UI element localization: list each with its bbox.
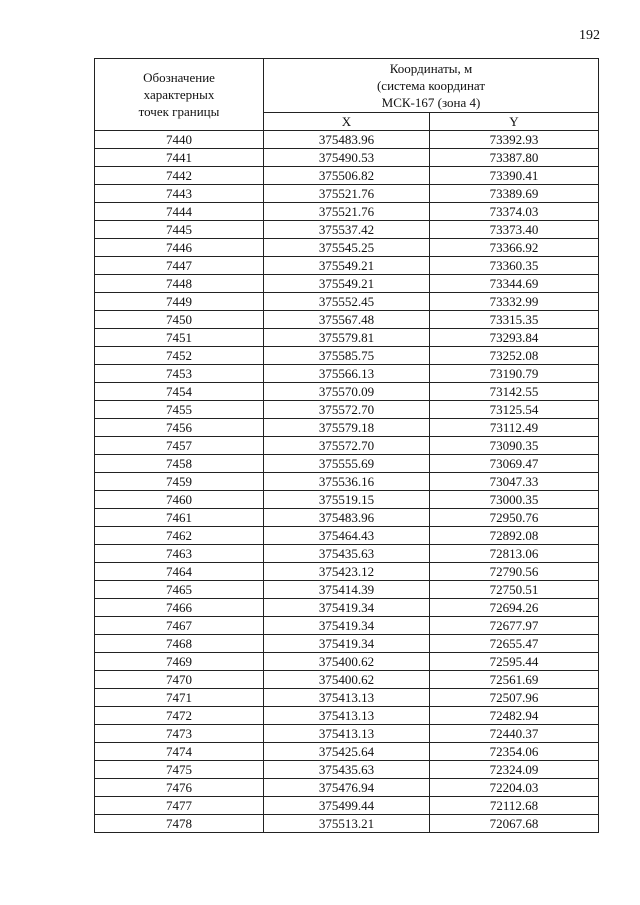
y-column-header: Y bbox=[430, 113, 599, 131]
table-row bbox=[95, 401, 599, 419]
y-coordinate-cell: 73332.99 bbox=[430, 293, 599, 311]
table-row bbox=[95, 653, 599, 671]
x-coordinate-cell: 375521.76 bbox=[264, 203, 430, 221]
x-coordinate-cell: 375413.13 bbox=[264, 689, 430, 707]
table-row bbox=[95, 779, 599, 797]
table-row bbox=[95, 617, 599, 635]
y-coordinate-cell: 73069.47 bbox=[430, 455, 599, 473]
table-row bbox=[95, 419, 599, 437]
table-row bbox=[95, 203, 599, 221]
table-row bbox=[95, 131, 599, 149]
y-coordinate-cell: 73374.03 bbox=[430, 203, 599, 221]
x-coordinate-cell: 375572.70 bbox=[264, 401, 430, 419]
x-coordinate-cell: 375476.94 bbox=[264, 779, 430, 797]
point-id-cell: 7471 bbox=[95, 689, 264, 707]
point-header-line: Обозначение bbox=[143, 70, 215, 85]
y-coordinate-cell: 72950.76 bbox=[430, 509, 599, 527]
x-coordinate-cell: 375567.48 bbox=[264, 311, 430, 329]
point-id-cell: 7446 bbox=[95, 239, 264, 257]
point-id-cell: 7469 bbox=[95, 653, 264, 671]
table-row bbox=[95, 257, 599, 275]
x-coordinate-cell: 375521.76 bbox=[264, 185, 430, 203]
point-id-cell: 7472 bbox=[95, 707, 264, 725]
y-coordinate-cell: 73366.92 bbox=[430, 239, 599, 257]
point-id-cell: 7464 bbox=[95, 563, 264, 581]
point-id-cell: 7473 bbox=[95, 725, 264, 743]
y-coordinate-cell: 72750.51 bbox=[430, 581, 599, 599]
point-id-cell: 7452 bbox=[95, 347, 264, 365]
y-coordinate-cell: 73360.35 bbox=[430, 257, 599, 275]
y-coordinate-cell: 72440.37 bbox=[430, 725, 599, 743]
x-coordinate-cell: 375552.45 bbox=[264, 293, 430, 311]
table-row bbox=[95, 527, 599, 545]
x-coordinate-cell: 375585.75 bbox=[264, 347, 430, 365]
point-id-cell: 7459 bbox=[95, 473, 264, 491]
y-coordinate-cell: 72561.69 bbox=[430, 671, 599, 689]
point-id-cell: 7477 bbox=[95, 797, 264, 815]
point-id-cell: 7442 bbox=[95, 167, 264, 185]
table-row bbox=[95, 473, 599, 491]
y-coordinate-cell: 73344.69 bbox=[430, 275, 599, 293]
point-id-cell: 7478 bbox=[95, 815, 264, 833]
x-coordinate-cell: 375400.62 bbox=[264, 671, 430, 689]
point-id-cell: 7462 bbox=[95, 527, 264, 545]
x-coordinate-cell: 375435.63 bbox=[264, 761, 430, 779]
point-id-cell: 7475 bbox=[95, 761, 264, 779]
point-id-cell: 7449 bbox=[95, 293, 264, 311]
point-id-cell: 7450 bbox=[95, 311, 264, 329]
point-id-cell: 7440 bbox=[95, 131, 264, 149]
table-row bbox=[95, 815, 599, 833]
point-header-line: характерных bbox=[143, 87, 215, 102]
y-coordinate-cell: 72677.97 bbox=[430, 617, 599, 635]
y-coordinate-cell: 72507.96 bbox=[430, 689, 599, 707]
point-header-line: точек границы bbox=[138, 104, 220, 119]
table-row bbox=[95, 635, 599, 653]
point-id-cell: 7448 bbox=[95, 275, 264, 293]
coordinates-table bbox=[94, 58, 599, 833]
table-row bbox=[95, 707, 599, 725]
x-coordinate-cell: 375490.53 bbox=[264, 149, 430, 167]
y-coordinate-cell: 73293.84 bbox=[430, 329, 599, 347]
point-id-cell: 7456 bbox=[95, 419, 264, 437]
x-coordinate-cell: 375419.34 bbox=[264, 635, 430, 653]
point-id-cell: 7468 bbox=[95, 635, 264, 653]
table-row bbox=[95, 347, 599, 365]
table-row bbox=[95, 599, 599, 617]
y-coordinate-cell: 73387.80 bbox=[430, 149, 599, 167]
point-id-cell: 7465 bbox=[95, 581, 264, 599]
point-column-header bbox=[95, 59, 264, 131]
table-row bbox=[95, 455, 599, 473]
y-coordinate-cell: 73047.33 bbox=[430, 473, 599, 491]
y-coordinate-cell: 72067.68 bbox=[430, 815, 599, 833]
table-row bbox=[95, 509, 599, 527]
x-coordinate-cell: 375419.34 bbox=[264, 599, 430, 617]
table-row bbox=[95, 149, 599, 167]
x-coordinate-cell: 375537.42 bbox=[264, 221, 430, 239]
y-coordinate-cell: 72482.94 bbox=[430, 707, 599, 725]
coords-header-line: МСК-167 (зона 4) bbox=[381, 95, 481, 110]
y-coordinate-cell: 73142.55 bbox=[430, 383, 599, 401]
y-coordinate-cell: 72354.06 bbox=[430, 743, 599, 761]
y-coordinate-cell: 72324.09 bbox=[430, 761, 599, 779]
point-id-cell: 7451 bbox=[95, 329, 264, 347]
x-coordinate-cell: 375536.16 bbox=[264, 473, 430, 491]
y-coordinate-cell: 73112.49 bbox=[430, 419, 599, 437]
point-id-cell: 7463 bbox=[95, 545, 264, 563]
x-coordinate-cell: 375413.13 bbox=[264, 707, 430, 725]
table-row bbox=[95, 311, 599, 329]
coordinates-group-header bbox=[264, 59, 599, 113]
x-coordinate-cell: 375549.21 bbox=[264, 257, 430, 275]
x-coordinate-cell: 375572.70 bbox=[264, 437, 430, 455]
coords-header-line: Координаты, м bbox=[389, 61, 473, 76]
point-id-cell: 7466 bbox=[95, 599, 264, 617]
table-row bbox=[95, 797, 599, 815]
table-row bbox=[95, 383, 599, 401]
table-row bbox=[95, 545, 599, 563]
x-coordinate-cell: 375464.43 bbox=[264, 527, 430, 545]
point-id-cell: 7460 bbox=[95, 491, 264, 509]
y-coordinate-cell: 72204.03 bbox=[430, 779, 599, 797]
x-coordinate-cell: 375499.44 bbox=[264, 797, 430, 815]
point-id-cell: 7467 bbox=[95, 617, 264, 635]
table-row bbox=[95, 221, 599, 239]
table-row bbox=[95, 167, 599, 185]
x-coordinate-cell: 375555.69 bbox=[264, 455, 430, 473]
y-coordinate-cell: 73125.54 bbox=[430, 401, 599, 419]
y-coordinate-cell: 72112.68 bbox=[430, 797, 599, 815]
table-row bbox=[95, 581, 599, 599]
y-coordinate-cell: 73392.93 bbox=[430, 131, 599, 149]
table-row bbox=[95, 491, 599, 509]
y-coordinate-cell: 72595.44 bbox=[430, 653, 599, 671]
x-coordinate-cell: 375506.82 bbox=[264, 167, 430, 185]
table-row bbox=[95, 743, 599, 761]
y-coordinate-cell: 73252.08 bbox=[430, 347, 599, 365]
x-coordinate-cell: 375570.09 bbox=[264, 383, 430, 401]
x-coordinate-cell: 375414.39 bbox=[264, 581, 430, 599]
y-coordinate-cell: 73389.69 bbox=[430, 185, 599, 203]
page-number: 192 bbox=[579, 28, 600, 43]
point-id-cell: 7455 bbox=[95, 401, 264, 419]
point-id-cell: 7443 bbox=[95, 185, 264, 203]
table-row bbox=[95, 689, 599, 707]
y-coordinate-cell: 73315.35 bbox=[430, 311, 599, 329]
x-coordinate-cell: 375483.96 bbox=[264, 131, 430, 149]
point-id-cell: 7458 bbox=[95, 455, 264, 473]
table-row bbox=[95, 185, 599, 203]
y-coordinate-cell: 72790.56 bbox=[430, 563, 599, 581]
table-row bbox=[95, 563, 599, 581]
y-coordinate-cell: 73000.35 bbox=[430, 491, 599, 509]
point-id-cell: 7470 bbox=[95, 671, 264, 689]
point-id-cell: 7461 bbox=[95, 509, 264, 527]
table-row bbox=[95, 671, 599, 689]
point-id-cell: 7457 bbox=[95, 437, 264, 455]
x-coordinate-cell: 375513.21 bbox=[264, 815, 430, 833]
y-coordinate-cell: 72655.47 bbox=[430, 635, 599, 653]
table-row bbox=[95, 293, 599, 311]
y-coordinate-cell: 72813.06 bbox=[430, 545, 599, 563]
x-coordinate-cell: 375413.13 bbox=[264, 725, 430, 743]
table-row bbox=[95, 239, 599, 257]
x-coordinate-cell: 375419.34 bbox=[264, 617, 430, 635]
table-row bbox=[95, 329, 599, 347]
table-row bbox=[95, 275, 599, 293]
x-coordinate-cell: 375549.21 bbox=[264, 275, 430, 293]
point-id-cell: 7441 bbox=[95, 149, 264, 167]
y-coordinate-cell: 72694.26 bbox=[430, 599, 599, 617]
x-column-header: X bbox=[264, 113, 430, 131]
point-id-cell: 7447 bbox=[95, 257, 264, 275]
table-row bbox=[95, 725, 599, 743]
x-coordinate-cell: 375579.18 bbox=[264, 419, 430, 437]
y-coordinate-cell: 73090.35 bbox=[430, 437, 599, 455]
x-coordinate-cell: 375425.64 bbox=[264, 743, 430, 761]
coords-header-line: (система координат bbox=[376, 78, 486, 93]
y-coordinate-cell: 73390.41 bbox=[430, 167, 599, 185]
y-coordinate-cell: 73373.40 bbox=[430, 221, 599, 239]
x-coordinate-cell: 375545.25 bbox=[264, 239, 430, 257]
x-coordinate-cell: 375566.13 bbox=[264, 365, 430, 383]
x-coordinate-cell: 375423.12 bbox=[264, 563, 430, 581]
y-coordinate-cell: 73190.79 bbox=[430, 365, 599, 383]
table-row bbox=[95, 761, 599, 779]
table-row bbox=[95, 365, 599, 383]
y-coordinate-cell: 72892.08 bbox=[430, 527, 599, 545]
point-id-cell: 7453 bbox=[95, 365, 264, 383]
point-id-cell: 7476 bbox=[95, 779, 264, 797]
point-id-cell: 7454 bbox=[95, 383, 264, 401]
x-coordinate-cell: 375483.96 bbox=[264, 509, 430, 527]
x-coordinate-cell: 375519.15 bbox=[264, 491, 430, 509]
point-id-cell: 7474 bbox=[95, 743, 264, 761]
x-coordinate-cell: 375579.81 bbox=[264, 329, 430, 347]
x-coordinate-cell: 375400.62 bbox=[264, 653, 430, 671]
x-coordinate-cell: 375435.63 bbox=[264, 545, 430, 563]
table-row bbox=[95, 437, 599, 455]
point-id-cell: 7444 bbox=[95, 203, 264, 221]
point-id-cell: 7445 bbox=[95, 221, 264, 239]
